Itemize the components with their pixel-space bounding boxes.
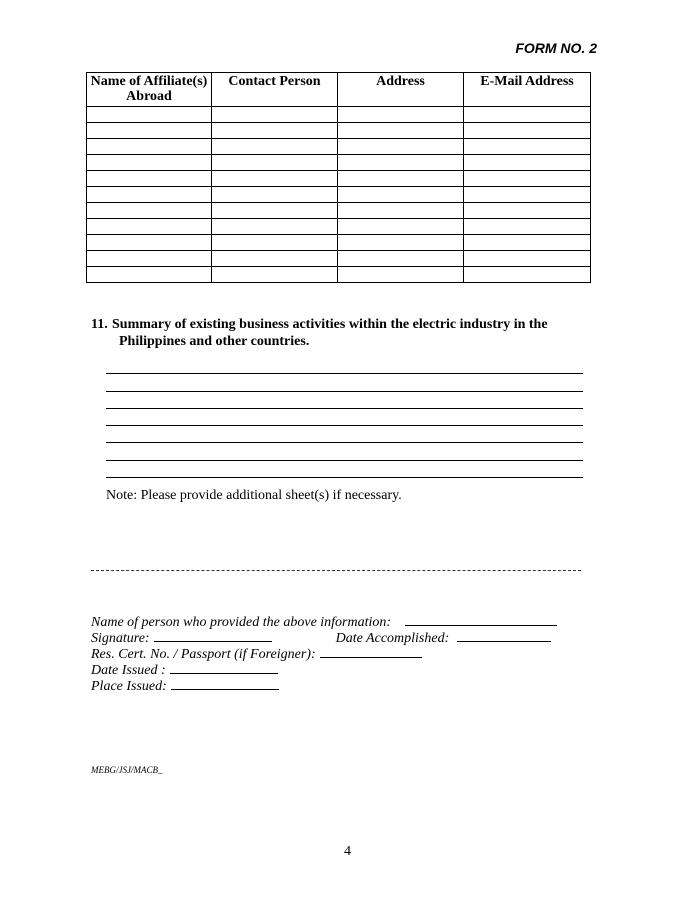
- table-row: [87, 203, 591, 219]
- place-issued-label: Place Issued:: [91, 679, 167, 694]
- table-cell[interactable]: [464, 123, 591, 139]
- table-cell[interactable]: [87, 219, 212, 235]
- answer-line[interactable]: [106, 443, 583, 460]
- header-affiliate-name: Name of Affiliate(s) Abroad: [87, 73, 212, 107]
- table-cell[interactable]: [464, 267, 591, 283]
- table-cell[interactable]: [87, 235, 212, 251]
- table-cell[interactable]: [338, 187, 464, 203]
- table-cell[interactable]: [87, 187, 212, 203]
- table-cell[interactable]: [87, 123, 212, 139]
- summary-answer-lines: [106, 357, 583, 478]
- table-cell[interactable]: [87, 267, 212, 283]
- table-cell[interactable]: [338, 155, 464, 171]
- table-row: [87, 139, 591, 155]
- document-reference-code: MEBG/JSJ/MACB_: [91, 765, 163, 775]
- table-cell[interactable]: [464, 235, 591, 251]
- table-cell[interactable]: [212, 235, 338, 251]
- table-cell[interactable]: [464, 251, 591, 267]
- table-cell[interactable]: [464, 171, 591, 187]
- table-cell[interactable]: [87, 171, 212, 187]
- table-cell[interactable]: [87, 107, 212, 123]
- table-cell[interactable]: [338, 219, 464, 235]
- table-cell[interactable]: [464, 139, 591, 155]
- table-cell[interactable]: [464, 187, 591, 203]
- table-row: [87, 187, 591, 203]
- res-cert-label: Res. Cert. No. / Passport (if Foreigner):: [91, 647, 316, 662]
- table-row: [87, 171, 591, 187]
- date-issued-field[interactable]: [170, 661, 278, 674]
- answer-line[interactable]: [106, 374, 583, 391]
- answer-line[interactable]: [106, 426, 583, 443]
- affiliates-table-body: [87, 107, 591, 283]
- provider-name-label: Name of person who provided the above information:: [91, 615, 392, 630]
- page-number: 4: [344, 844, 351, 859]
- header-email-address: E-Mail Address: [464, 73, 591, 107]
- table-cell[interactable]: [212, 155, 338, 171]
- signature-label: Signature:: [91, 631, 150, 646]
- additional-sheet-note: Note: Please provide additional sheet(s) if necessary.: [106, 488, 402, 503]
- form-number-label: FORM NO. 2: [515, 40, 597, 56]
- table-cell[interactable]: [338, 171, 464, 187]
- table-cell[interactable]: [212, 203, 338, 219]
- res-cert-field[interactable]: [320, 645, 422, 658]
- table-cell[interactable]: [87, 139, 212, 155]
- table-row: [87, 251, 591, 267]
- table-row: [87, 219, 591, 235]
- date-issued-label: Date Issued :: [91, 663, 166, 678]
- signature-field[interactable]: [154, 629, 272, 642]
- table-row: [87, 107, 591, 123]
- table-cell[interactable]: [338, 139, 464, 155]
- table-row: [87, 235, 591, 251]
- answer-line[interactable]: [106, 357, 583, 374]
- affiliates-table: [86, 72, 591, 283]
- table-cell[interactable]: [212, 139, 338, 155]
- date-accomplished-label: Date Accomplished:: [335, 631, 450, 646]
- signature-block: [91, 613, 557, 693]
- section-11-heading: [91, 316, 591, 350]
- table-row: [87, 155, 591, 171]
- table-cell[interactable]: [212, 219, 338, 235]
- place-issued-field[interactable]: [171, 677, 279, 690]
- table-cell[interactable]: [87, 203, 212, 219]
- table-cell[interactable]: [338, 107, 464, 123]
- table-cell[interactable]: [87, 155, 212, 171]
- table-cell[interactable]: [212, 267, 338, 283]
- table-header-row: [87, 73, 591, 107]
- table-cell[interactable]: [464, 155, 591, 171]
- table-cell[interactable]: [338, 251, 464, 267]
- header-contact-person: Contact Person: [212, 73, 338, 107]
- table-cell[interactable]: [338, 267, 464, 283]
- table-cell[interactable]: [212, 187, 338, 203]
- table-cell[interactable]: [338, 123, 464, 139]
- section-title-line2: Philippines and other countries.: [119, 334, 310, 349]
- table-cell[interactable]: [338, 235, 464, 251]
- table-cell[interactable]: [87, 251, 212, 267]
- answer-line[interactable]: [106, 409, 583, 426]
- table-cell[interactable]: [464, 107, 591, 123]
- provider-name-field[interactable]: [405, 613, 557, 626]
- table-cell[interactable]: [338, 203, 464, 219]
- header-address: Address: [338, 73, 464, 107]
- section-title-line1: Summary of existing business activities within the electric industry in the: [112, 317, 548, 332]
- answer-line[interactable]: [106, 461, 583, 478]
- answer-line[interactable]: [106, 392, 583, 409]
- table-cell[interactable]: [464, 203, 591, 219]
- table-cell[interactable]: [212, 171, 338, 187]
- table-row: [87, 267, 591, 283]
- dashed-separator: [91, 570, 581, 571]
- section-number: 11.: [91, 317, 108, 332]
- table-cell[interactable]: [464, 219, 591, 235]
- table-cell[interactable]: [212, 251, 338, 267]
- table-row: [87, 123, 591, 139]
- date-accomplished-field[interactable]: [457, 629, 551, 642]
- table-cell[interactable]: [212, 123, 338, 139]
- table-cell[interactable]: [212, 107, 338, 123]
